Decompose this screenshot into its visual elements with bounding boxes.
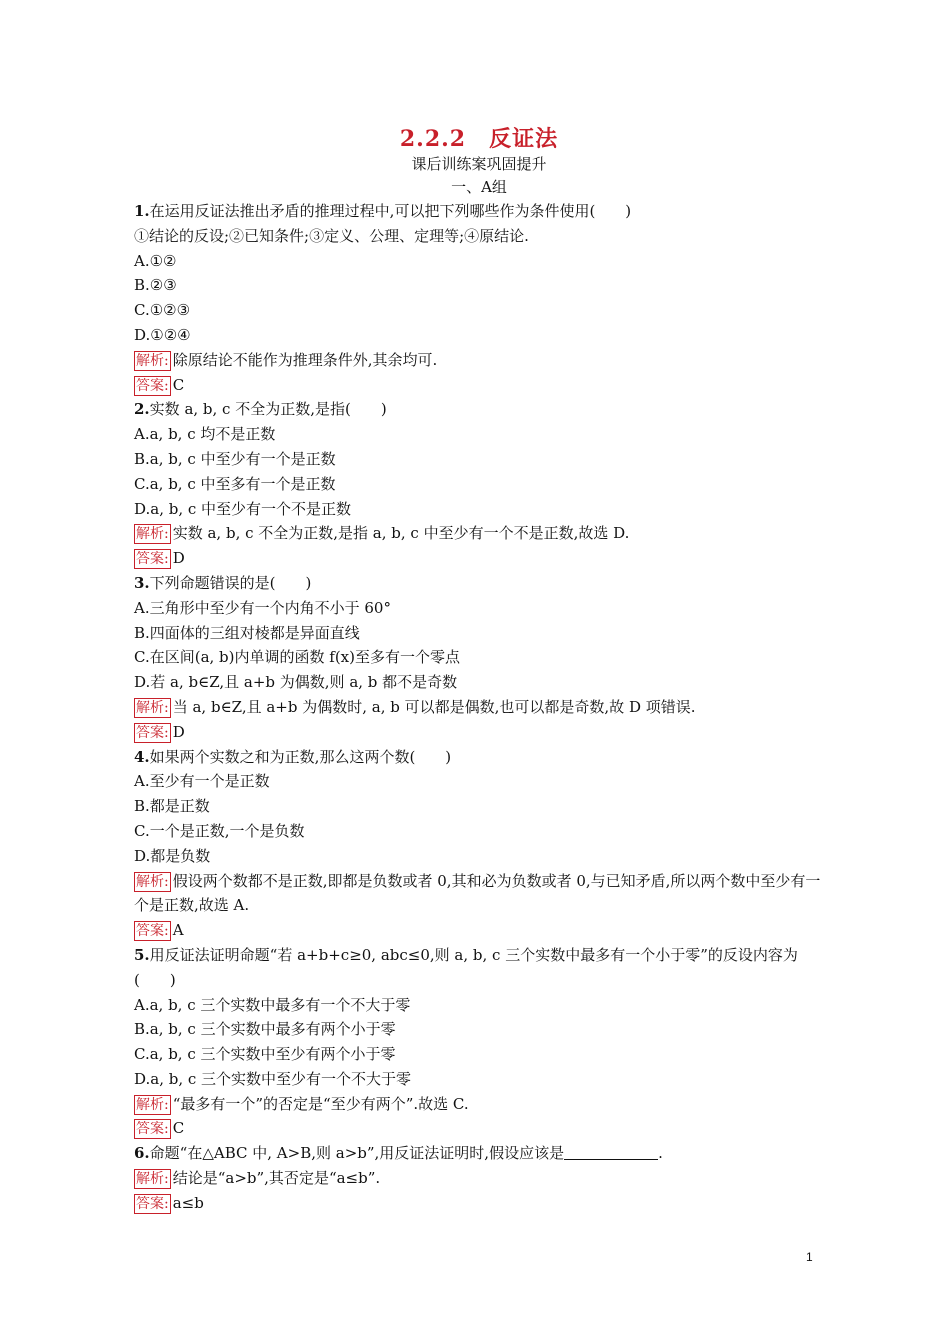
section-heading: 一、A组 bbox=[451, 178, 507, 196]
question-3 bbox=[134, 571, 824, 596]
question-number: 3. bbox=[134, 573, 150, 592]
option-d: D.都是负数 bbox=[134, 846, 211, 865]
answer-tag: 答案: bbox=[136, 551, 169, 568]
option-b: B.四面体的三组对棱都是异面直线 bbox=[134, 623, 360, 642]
answer-tag: 答案: bbox=[136, 923, 169, 940]
analysis-text: 当 a, b∈Z,且 a+b 为偶数时, a, b 可以都是偶数,也可以都是奇数,故 D 项错误. bbox=[172, 697, 696, 716]
analysis-tag: 解析: bbox=[136, 1096, 169, 1113]
analysis-text: 假设两个数都不是正数,即都是负数或者 0,其和必为负数或者 0,与已知矛盾,所以两个数中至少有一个是正数,故选 A. bbox=[134, 871, 821, 915]
answer bbox=[134, 1116, 824, 1141]
analysis bbox=[134, 869, 824, 919]
answer-tag: 答案: bbox=[136, 377, 169, 394]
question-text: 用反证法证明命题“若 a+b+c≥0, abc≤0,则 a, b, c 三个实数中最多有一个小于零”的反设内容为( ) bbox=[134, 945, 798, 989]
option-c: C.①②③ bbox=[134, 301, 191, 320]
option-c: C.a, b, c 中至多有一个是正数 bbox=[134, 474, 336, 493]
page-subtitle: 课后训练案巩固提升 bbox=[411, 155, 547, 173]
question-1-conditions: ①结论的反设;②已知条件;③定义、公理、定理等;④原结论. bbox=[134, 226, 529, 245]
option-b: B.②③ bbox=[134, 276, 177, 295]
option-a: A.a, b, c 三个实数中最多有一个不大于零 bbox=[134, 995, 411, 1014]
analysis bbox=[134, 348, 824, 373]
answer-tag: 答案: bbox=[136, 1195, 169, 1212]
analysis-text: 结论是“a>b”,其否定是“a≤b”. bbox=[172, 1169, 381, 1188]
option-a: A.三角形中至少有一个内角不小于 60° bbox=[134, 598, 391, 617]
answer-text: a≤b bbox=[172, 1193, 204, 1212]
fill-in-blank bbox=[564, 1143, 658, 1160]
question-text: 命题“在△ABC 中, A>B,则 a>b”,用反证法证明时,假设应该是 bbox=[149, 1144, 565, 1163]
option-b: B.都是正数 bbox=[134, 797, 210, 816]
question-number: 5. bbox=[134, 945, 150, 964]
option-a: A.a, b, c 均不是正数 bbox=[134, 425, 276, 444]
question-number: 4. bbox=[134, 747, 150, 766]
option-d: D.①②④ bbox=[134, 325, 191, 344]
option-c: C.一个是正数,一个是负数 bbox=[134, 821, 305, 840]
option-d: D.a, b, c 中至少有一个不是正数 bbox=[134, 499, 352, 518]
question-number: 6. bbox=[134, 1144, 150, 1163]
option-c: C.a, b, c 三个实数中至少有两个小于零 bbox=[134, 1045, 396, 1064]
question-text: 在运用反证法推出矛盾的推理过程中,可以把下列哪些作为条件使用( ) bbox=[149, 202, 632, 220]
analysis bbox=[134, 695, 824, 720]
analysis-tag: 解析: bbox=[136, 526, 169, 543]
option-b: B.a, b, c 中至少有一个是正数 bbox=[134, 449, 336, 468]
answer bbox=[134, 546, 824, 571]
page-title: 2.2.2 反证法 bbox=[399, 126, 559, 152]
answer bbox=[134, 720, 824, 745]
answer bbox=[134, 918, 824, 943]
option-c: C.在区间(a, b)内单调的函数 f(x)至多有一个零点 bbox=[134, 648, 460, 667]
page-number: 1 bbox=[806, 1250, 813, 1264]
answer-tag: 答案: bbox=[136, 1121, 169, 1138]
question-text-end: . bbox=[658, 1144, 663, 1163]
question-text: 如果两个实数之和为正数,那么这两个数( ) bbox=[149, 747, 452, 766]
answer bbox=[134, 1191, 824, 1216]
analysis-text: 除原结论不能作为推理条件外,其余均可. bbox=[172, 350, 438, 369]
analysis-tag: 解析: bbox=[136, 1171, 169, 1188]
answer-text: D bbox=[172, 549, 185, 568]
analysis bbox=[134, 521, 824, 546]
question-text: 实数 a, b, c 不全为正数,是指( ) bbox=[149, 400, 387, 419]
analysis bbox=[134, 1092, 824, 1117]
option-d: D.若 a, b∈Z,且 a+b 为偶数,则 a, b 都不是奇数 bbox=[134, 673, 458, 692]
question-4 bbox=[134, 745, 824, 770]
question-number: 1. bbox=[134, 202, 150, 220]
answer-text: A bbox=[172, 921, 184, 940]
answer bbox=[134, 373, 824, 398]
answer-tag: 答案: bbox=[136, 724, 169, 741]
option-a: A.至少有一个是正数 bbox=[134, 772, 270, 791]
question-6 bbox=[134, 1141, 824, 1166]
analysis-text: 实数 a, b, c 不全为正数,是指 a, b, c 中至少有一个不是正数,故选 D. bbox=[172, 524, 630, 543]
document-page bbox=[134, 124, 824, 1216]
answer-text: C bbox=[172, 1119, 185, 1138]
answer-text: C bbox=[172, 375, 185, 394]
question-1 bbox=[134, 199, 824, 224]
question-number: 2. bbox=[134, 400, 150, 419]
answer-text: D bbox=[172, 722, 185, 741]
analysis-text: “最多有一个”的否定是“至少有两个”.故选 C. bbox=[172, 1094, 469, 1113]
option-b: B.a, b, c 三个实数中最多有两个小于零 bbox=[134, 1020, 396, 1039]
analysis-tag: 解析: bbox=[136, 699, 169, 716]
question-2 bbox=[134, 397, 824, 422]
question-text: 下列命题错误的是( ) bbox=[149, 573, 312, 592]
question-5 bbox=[134, 943, 824, 993]
option-a: A.①② bbox=[134, 251, 177, 270]
analysis-tag: 解析: bbox=[136, 352, 169, 369]
option-d: D.a, b, c 三个实数中至少有一个不大于零 bbox=[134, 1069, 412, 1088]
analysis bbox=[134, 1166, 824, 1191]
analysis-tag: 解析: bbox=[136, 873, 169, 890]
